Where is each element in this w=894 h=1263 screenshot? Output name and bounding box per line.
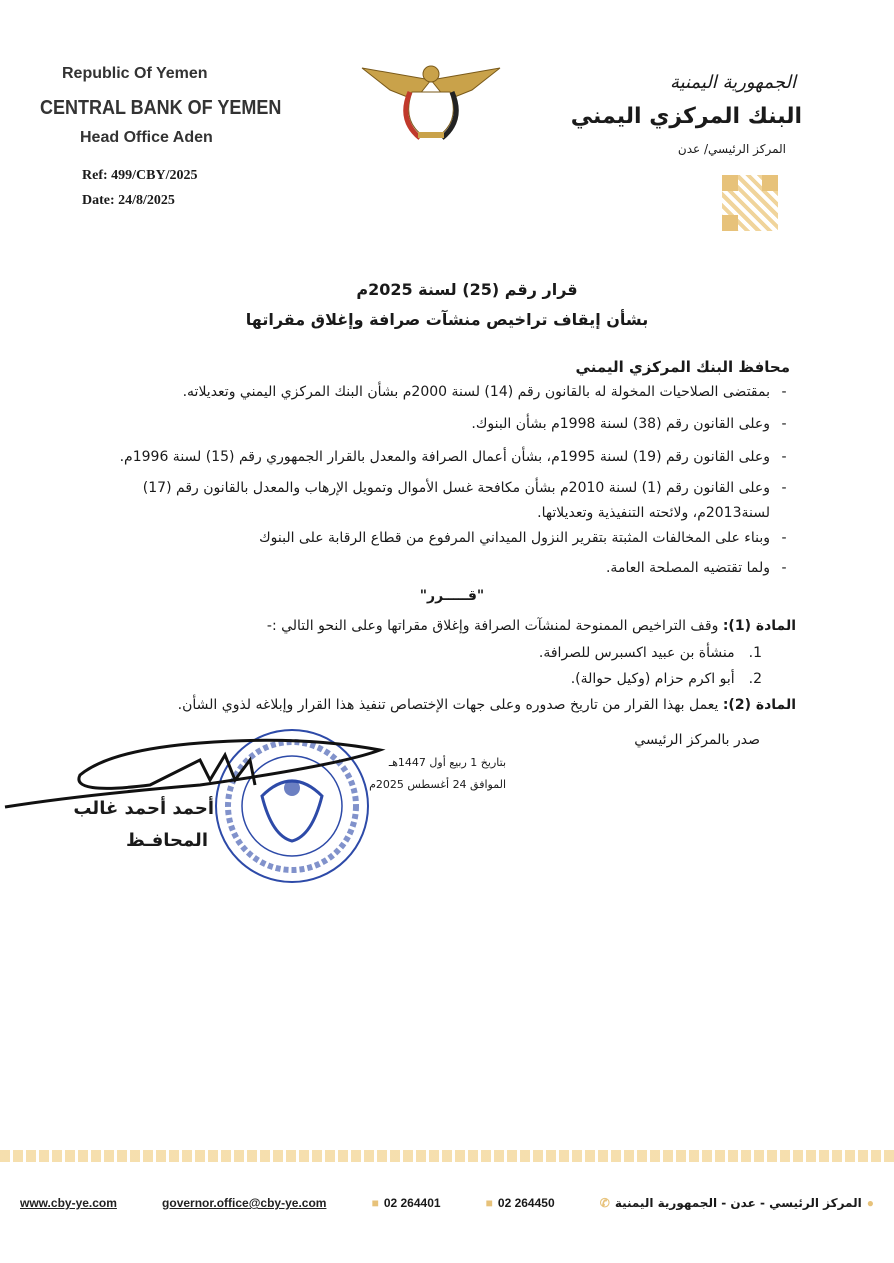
entity-item: 1.منشأة بن عبيد اكسبرس للصرافة.: [538, 645, 762, 661]
header-office-en: Head Office Aden: [80, 129, 213, 146]
issued-at: صدر بالمركز الرئيسي: [634, 732, 760, 748]
document-date: Date: 24/8/2025: [82, 193, 175, 208]
website-link[interactable]: www.cby-ye.com: [20, 1196, 117, 1210]
signatory-title: المحافـظ: [126, 830, 208, 851]
decision-title: قرار رقم (25) لسنة 2025م: [356, 280, 578, 299]
preamble-item: -بمقتضى الصلاحيات المخولة له بالقانون رقم (14) لسنة 2000م بشأن البنك المركزي اليمني وتعديلاته.: [182, 384, 787, 400]
header-bank-en: CENTRAL BANK OF YEMEN: [40, 97, 282, 119]
addressee: محافظ البنك المركزي اليمني: [575, 358, 790, 376]
address: المركز الرئيسي - عدن - الجمهورية اليمنية: [614, 1196, 862, 1210]
email-link[interactable]: governor.office@cby-ye.com: [162, 1196, 327, 1210]
phone-number: 02 264450: [497, 1196, 555, 1210]
article-2: المادة (2): يعمل بهذا القرار من تاريخ صدوره وعلى جهات الإختصاص تنفيذ هذا القرار وإبلاغه لذوي الشأن.: [177, 697, 796, 713]
article-1: المادة (1): وقف التراخيص الممنوحة لمنشآت الصرافة وإغلاق مقراتها وعلى النحو التالي :-: [266, 618, 796, 634]
footer-contact-row: [20, 1196, 874, 1210]
header-bank-ar: البنك المركزي اليمني: [570, 104, 802, 129]
hijri-date: بتاريخ 1 ربيع أول 1447هـ: [388, 756, 506, 769]
header-office-ar: المركز الرئيسي/ عدن: [677, 142, 786, 156]
phone-handset-icon: ✆: [599, 1196, 610, 1210]
header-country-ar: الجمهورية اليمنية: [669, 72, 796, 93]
decision-heading: "قـــــرر": [419, 588, 485, 604]
reference-number: Ref: 499/CBY/2025: [82, 168, 198, 183]
fax-number: 02 264401: [383, 1196, 441, 1210]
preamble-continuation: لسنة2013م، ولائحته التنفيذية وتعديلاتها.: [537, 505, 770, 521]
entity-item: 2.أبو اكرم حزام (وكيل حوالة).: [570, 671, 762, 687]
preamble-item: -وعلى القانون رقم (19) لسنة 1995م، بشأن أعمال الصرافة والمعدل بالقرار الجمهوري رقم (15) لسنة 1996م.: [119, 449, 787, 465]
phone-icon: ■: [485, 1196, 493, 1210]
fax-icon: ■: [371, 1196, 379, 1210]
signatory-name: أحمد أحمد غالب: [73, 798, 214, 819]
preamble-item: -وبناء على المخالفات المثبتة بتقرير النزول الميداني المرفوع من قطاع الرقابة على البنوك: [259, 530, 787, 546]
gregorian-date: الموافق 24 أغسطس 2025م: [369, 778, 506, 791]
preamble-item: -ولما تقتضيه المصلحة العامة.: [605, 560, 787, 576]
footer-band: [0, 1150, 894, 1162]
preamble-item: -وعلى القانون رقم (38) لسنة 1998م بشأن البنوك.: [471, 416, 787, 432]
header-country-en: Republic Of Yemen: [62, 65, 208, 82]
yemen-emblem-icon: [360, 60, 502, 145]
location-pin-icon: ●: [866, 1196, 874, 1210]
qr-code: [722, 175, 778, 231]
decision-subject: بشأن إيقاف تراخيص منشآت صرافة وإغلاق مقراتها: [245, 310, 649, 329]
preamble-item: -وعلى القانون رقم (1) لسنة 2010م بشأن مكافحة غسل الأموال وتمويل الإرهاب والمعدل بالقانون رقم (17): [142, 480, 787, 496]
